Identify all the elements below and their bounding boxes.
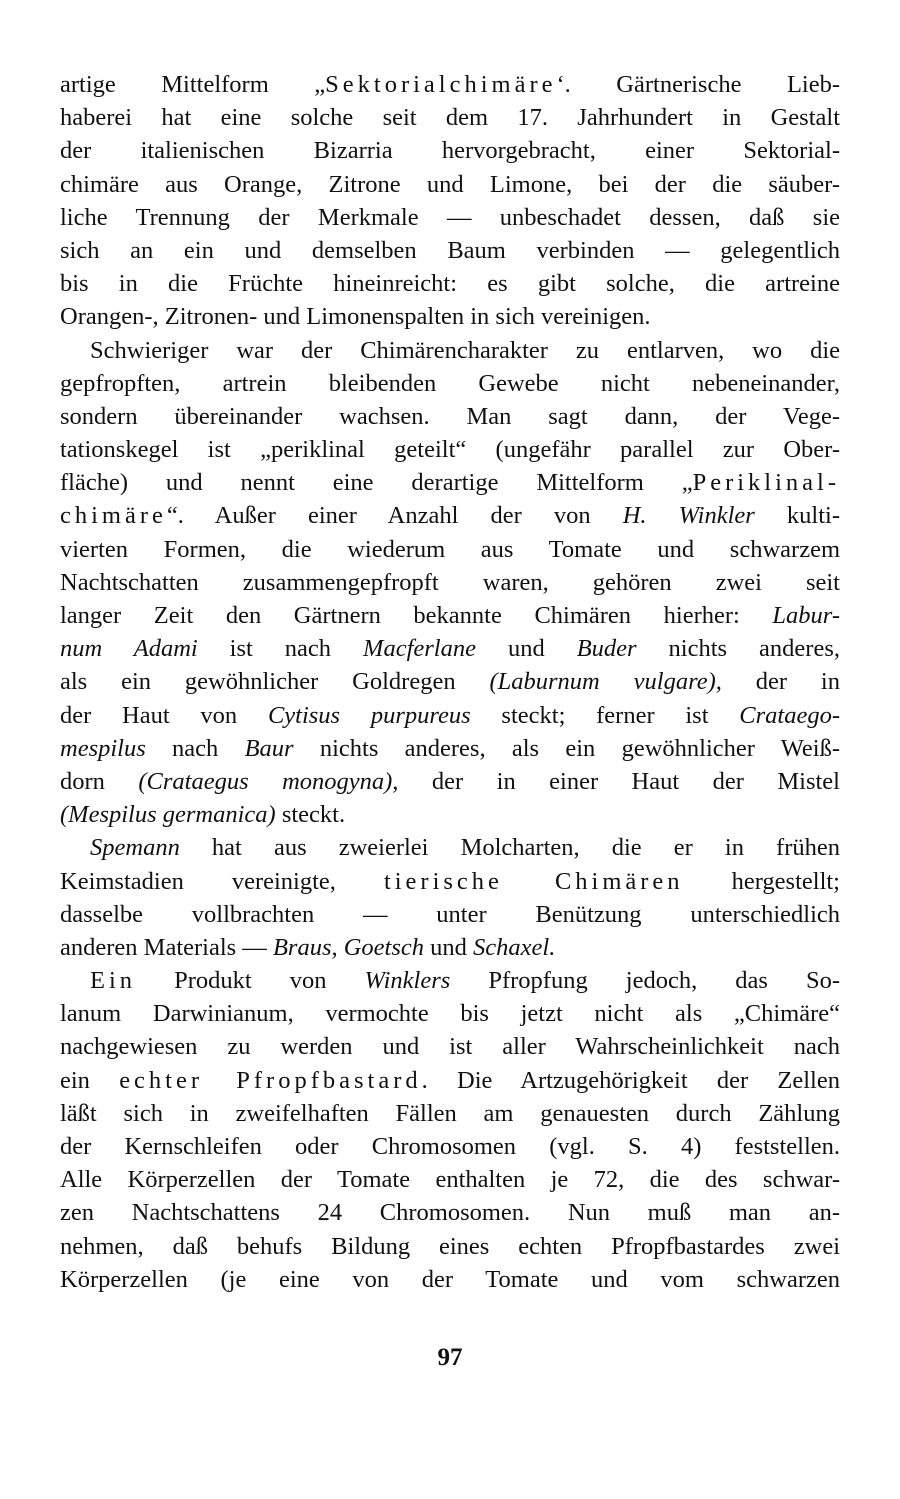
text-line: läßt sich in zweifelhaften Fällen am genauesten durch Zählung [60, 1099, 840, 1127]
page-number: 97 [437, 1344, 463, 1371]
text-line: als ein gewöhnlicher Goldregen (Laburnum vulgare), der in [60, 668, 840, 696]
text-line: chimäre aus Orange, Zitrone und Limone, bei der die säuber- [60, 170, 840, 198]
text-line: sondern übereinander wachsen. Man sagt dann, der Vege- [60, 402, 840, 430]
text-line: num Adami ist nach Macferlane und Buder nichts anderes, [60, 635, 841, 663]
text-line: anderen Materials — Braus, Goetsch und Schaxel. [60, 933, 556, 961]
text-line: chimäre“. Außer einer Anzahl der von H. Winkler kulti- [60, 502, 840, 530]
text-line: langer Zeit den Gärtnern bekannte Chimären hierher: Labur- [60, 602, 840, 629]
text-line: Schwieriger war der Chimärencharakter zu entlarven, wo die [90, 336, 840, 364]
text-line: Alle Körperzellen der Tomate enthalten je 72, die des schwar- [60, 1166, 840, 1194]
text-line: zen Nachtschattens 24 Chromosomen. Nun muß man an- [60, 1199, 840, 1227]
text-line: Keimstadien vereinigte, tierische Chimären hergestellt; [60, 867, 840, 895]
paragraph-2 [60, 334, 840, 832]
text-line: dorn (Crataegus monogyna), der in einer Haut der Mistel [60, 767, 840, 795]
text-line: Orangen-, Zitronen- und Limonenspalten in sich vereinigen. [60, 303, 651, 331]
text-line: Ein Produkt von Winklers Pfropfung jedoch, das So- [90, 967, 840, 995]
text-line: gepfropften, artrein bleibenden Gewebe nicht nebeneinander, [60, 369, 840, 397]
text-line: vierten Formen, die wiederum aus Tomate und schwarzem [60, 535, 840, 563]
paragraph-4 [60, 964, 840, 1296]
text-line: lanum Darwinianum, vermochte bis jetzt nicht als „Chimäre“ [60, 1000, 840, 1028]
page-text [60, 68, 840, 1296]
text-line: (Mespilus germanica) steckt. [60, 801, 346, 829]
text-line: Körperzellen (je eine von der Tomate und vom schwarzen [60, 1265, 840, 1293]
text-line: bis in die Früchte hineinreicht: es gibt solche, die artreine [60, 270, 840, 298]
text-line: ein echter Pfropfbastard. Die Artzugehörigkeit der Zellen [60, 1066, 840, 1094]
text-line: artige Mittelform „Sektorialchimäre‘. Gärtnerische Lieb- [60, 71, 841, 98]
text-line: haberei hat eine solche seit dem 17. Jahrhundert in Gestalt [60, 104, 840, 132]
text-line: Spemann hat aus zweierlei Molcharten, die er in frühen [90, 834, 840, 862]
paragraph-3 [60, 831, 840, 964]
text-line: tationskegel ist „periklinal geteilt“ (ungefähr parallel zur Ober- [60, 436, 840, 464]
text-line: nachgewiesen zu werden und ist aller Wahrscheinlichkeit nach [60, 1033, 840, 1061]
text-line: mespilus nach Baur nichts anderes, als ein gewöhnlicher Weiß- [60, 734, 840, 762]
text-line: Nachtschatten zusammengepfropft waren, gehören zwei seit [60, 568, 840, 596]
text-line: der italienischen Bizarria hervorgebracht, einer Sektorial- [60, 137, 840, 165]
text-line: nehmen, daß behufs Bildung eines echten Pfropfbastardes zwei [60, 1232, 840, 1260]
text-line: dasselbe vollbrachten — unter Benützung unterschiedlich [60, 900, 840, 928]
text-line: liche Trennung der Merkmale — unbeschadet dessen, daß sie [60, 203, 840, 231]
text-line: der Kernschleifen oder Chromosomen (vgl. S. 4) feststellen. [60, 1133, 840, 1160]
text-line: sich an ein und demselben Baum verbinden — gelegentlich [60, 236, 840, 264]
text-line: der Haut von Cytisus purpureus steckt; ferner ist Crataego- [60, 701, 840, 729]
paragraph-1 [60, 68, 840, 334]
text-line: fläche) und nennt eine derartige Mittelform „Periklinal- [60, 469, 840, 497]
